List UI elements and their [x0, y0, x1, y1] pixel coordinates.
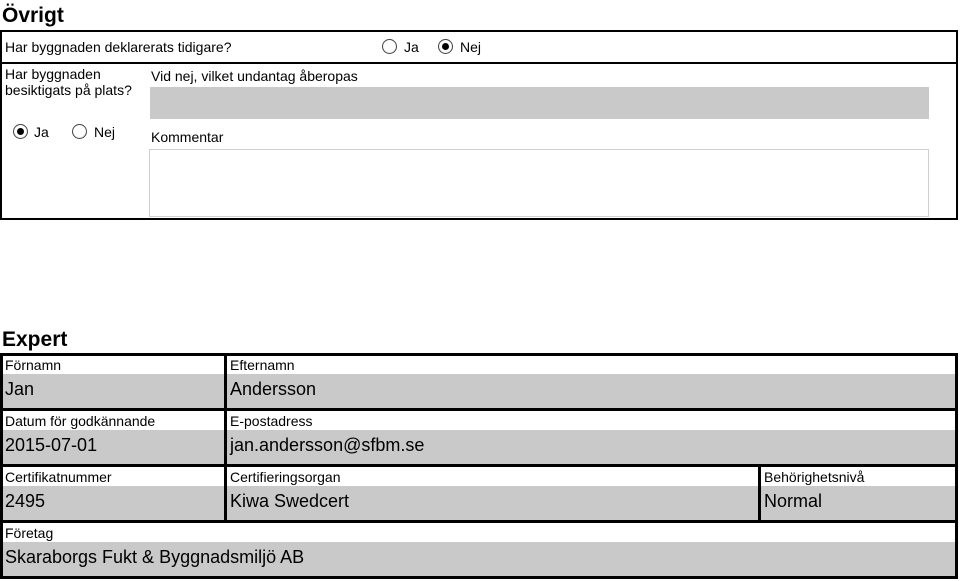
expert-heading: Expert — [2, 328, 68, 351]
border-right — [955, 353, 958, 579]
foretag-value[interactable]: Skaraborgs Fukt & Byggnadsmiljö AB — [5, 547, 305, 567]
rule-bottom — [0, 576, 958, 579]
certnr-value[interactable]: 2495 — [5, 491, 46, 511]
declared-ja-radio-icon[interactable] — [382, 39, 397, 54]
col-divider-2 — [758, 464, 761, 523]
behorighet-label: Behörighetsnivå — [764, 469, 865, 485]
declared-question: Har byggnaden deklarerats tidigare? — [5, 39, 232, 55]
inspected-nej-label: Nej — [94, 124, 116, 140]
epost-value[interactable]: jan.andersson@sfbm.se — [230, 435, 425, 455]
comment-field[interactable] — [149, 149, 929, 217]
datum-label: Datum för godkännande — [5, 413, 156, 429]
rule-3 — [0, 520, 958, 523]
certnr-label: Certifikatnummer — [5, 469, 112, 485]
comment-label: Kommentar — [151, 129, 224, 145]
inspected-ja-label: Ja — [34, 124, 49, 140]
efternamn-value[interactable]: Andersson — [230, 379, 317, 399]
inspected-question: Har byggnaden besiktigats på plats? — [5, 66, 132, 98]
border-left — [0, 353, 3, 579]
declared-nej-radio-icon[interactable] — [438, 39, 453, 54]
exception-label: Vid nej, vilket undantag åberopas — [151, 68, 358, 84]
exception-field[interactable] — [150, 87, 929, 119]
rule-1 — [0, 408, 958, 411]
inspected-ja-radio-icon[interactable] — [13, 124, 28, 139]
row2-values-band — [2, 430, 955, 464]
row1-values-band — [2, 374, 955, 408]
rule-top — [0, 353, 958, 356]
rule-2 — [0, 464, 958, 467]
certorgan-label: Certifieringsorgan — [230, 469, 341, 485]
declared-nej-label: Nej — [460, 39, 482, 55]
efternamn-label: Efternamn — [230, 357, 295, 373]
datum-value[interactable]: 2015-07-01 — [5, 435, 98, 455]
epost-label: E-postadress — [230, 413, 313, 429]
foretag-label: Företag — [5, 525, 54, 541]
certorgan-value[interactable]: Kiwa Swedcert — [230, 491, 350, 511]
inspected-nej-radio-icon[interactable] — [72, 124, 87, 139]
col-divider-1 — [224, 353, 227, 523]
behorighet-value[interactable]: Normal — [764, 491, 823, 511]
fornamn-label: Förnamn — [5, 357, 62, 373]
ovrigt-heading: Övrigt — [2, 4, 64, 27]
declared-ja-label: Ja — [404, 39, 419, 55]
fornamn-value[interactable]: Jan — [5, 379, 35, 399]
